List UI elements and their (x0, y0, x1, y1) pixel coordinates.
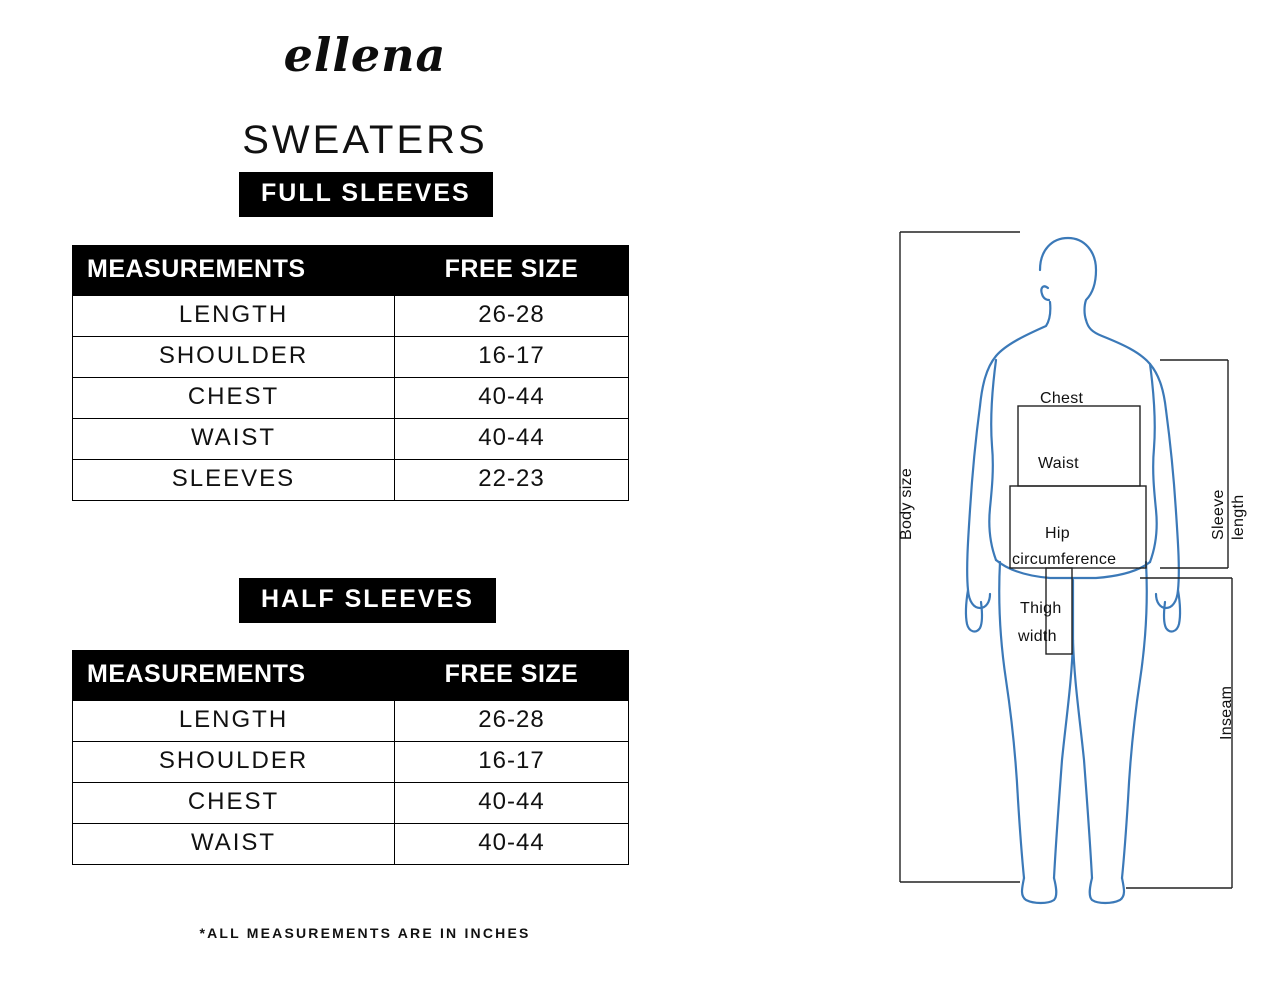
table-row (73, 783, 629, 824)
cell-value: 22-23 (395, 460, 629, 501)
table-row (73, 296, 629, 337)
cell-measurement: WAIST (73, 824, 395, 865)
table-row (73, 337, 629, 378)
cell-measurement: LENGTH (73, 296, 395, 337)
table-row (73, 742, 629, 783)
page-title: SWEATERS (242, 118, 488, 162)
section-badge-full-sleeves: FULL SLEEVES (239, 172, 493, 217)
cell-value: 40-44 (395, 783, 629, 824)
table-row (73, 419, 629, 460)
label-hip-circumference: circumference (1012, 551, 1117, 568)
label-sleeve: Sleeve (1210, 489, 1227, 540)
cell-measurement: WAIST (73, 419, 395, 460)
column-header-measurements: MEASUREMENTS (73, 651, 395, 701)
brand-logo: ellena (283, 28, 447, 82)
cell-value: 16-17 (395, 742, 629, 783)
label-sleeve-length: length (1230, 494, 1247, 540)
column-header-free-size: FREE SIZE (395, 651, 629, 701)
cell-measurement: CHEST (73, 783, 395, 824)
column-header-measurements: MEASUREMENTS (73, 246, 395, 296)
table-row (73, 460, 629, 501)
table-row (73, 824, 629, 865)
cell-measurement: SHOULDER (73, 742, 395, 783)
label-thigh: Thigh (1020, 600, 1062, 617)
measurement-units-note: *ALL MEASUREMENTS ARE IN INCHES (199, 925, 531, 941)
table-header-row (73, 246, 629, 296)
label-chest: Chest (1040, 390, 1084, 407)
cell-value: 26-28 (395, 296, 629, 337)
size-table-half-sleeves (72, 650, 629, 865)
cell-measurement: SLEEVES (73, 460, 395, 501)
label-thigh-width: width (1018, 628, 1057, 645)
cell-value: 26-28 (395, 701, 629, 742)
size-table-full-sleeves (72, 245, 629, 501)
cell-value: 40-44 (395, 378, 629, 419)
label-inseam: Inseam (1218, 685, 1235, 740)
cell-value: 40-44 (395, 824, 629, 865)
female-body-outline-icon (840, 210, 1270, 930)
cell-measurement: SHOULDER (73, 337, 395, 378)
table-row (73, 378, 629, 419)
section-badge-half-sleeves: HALF SLEEVES (239, 578, 496, 623)
cell-value: 16-17 (395, 337, 629, 378)
table-row (73, 701, 629, 742)
cell-measurement: LENGTH (73, 701, 395, 742)
body-measurement-diagram (840, 210, 1270, 930)
label-waist: Waist (1038, 455, 1079, 472)
label-body-size: Body size (898, 467, 915, 540)
label-hip: Hip (1045, 525, 1070, 542)
column-header-free-size: FREE SIZE (395, 246, 629, 296)
cell-value: 40-44 (395, 419, 629, 460)
table-header-row (73, 651, 629, 701)
cell-measurement: CHEST (73, 378, 395, 419)
